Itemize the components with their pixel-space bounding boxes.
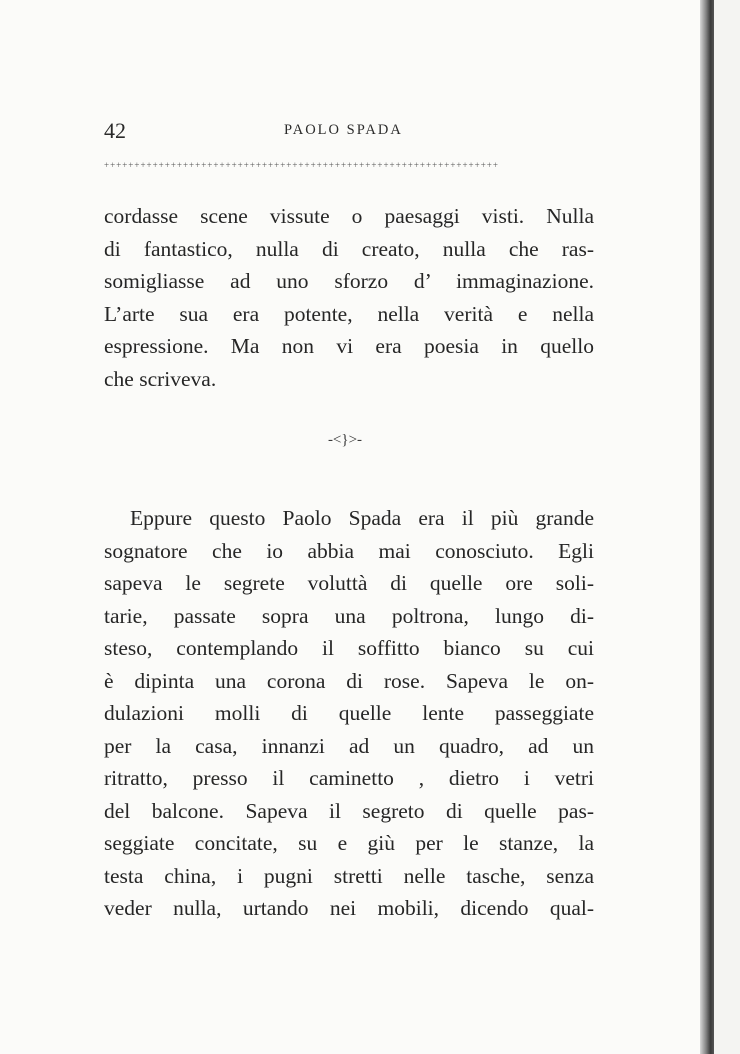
running-title: PAOLO SPADA bbox=[284, 122, 403, 138]
paragraph-continued bbox=[104, 200, 594, 395]
text-line: di fantastico, nulla di creato, nulla che ras- bbox=[104, 236, 594, 261]
running-header bbox=[104, 118, 594, 148]
text-line: sognatore che io abbia mai conosciuto. Egli bbox=[104, 538, 594, 563]
text-line: somigliasse ad uno sforzo d’ immaginazione. bbox=[104, 269, 594, 293]
text-line: è dipinta una corona di rose. Sapeva le on- bbox=[104, 668, 594, 693]
text-line: cordasse scene vissute o paesaggi visti. Nulla bbox=[104, 204, 594, 228]
book-binding-edge bbox=[700, 0, 714, 1054]
text-line: espressione. Ma non vi era poesia in quello bbox=[104, 334, 594, 358]
text-line: per la casa, innanzi ad un quadro, ad un bbox=[104, 733, 594, 758]
text-line: che scriveva. bbox=[104, 366, 217, 391]
page-number: 42 bbox=[104, 118, 126, 143]
text-line: veder nulla, urtando nei mobili, dicendo qual- bbox=[104, 896, 594, 920]
text-line: del balcone. Sapeva il segreto di quelle pas- bbox=[104, 798, 594, 823]
text-line: tarie, passate sopra una poltrona, lungo di- bbox=[104, 603, 594, 628]
page-margin-outer bbox=[714, 0, 740, 1054]
paragraph bbox=[104, 502, 594, 925]
text-line: steso, contemplando il soffitto bianco su cui bbox=[104, 636, 594, 660]
text-line: dulazioni molli di quelle lente passeggiate bbox=[104, 701, 594, 725]
text-line: L’arte sua era potente, nella verità e nella bbox=[104, 301, 594, 326]
text-line: ritratto, presso il caminetto , dietro i vetri bbox=[104, 766, 594, 790]
text-line: testa china, i pugni stretti nelle tasche, senza bbox=[104, 863, 594, 888]
text-line: seggiate concitate, su e giù per le stanze, la bbox=[104, 831, 594, 855]
ornamental-rule: +++++++++++++++++++++++++++++++++++++++++++++++++++++++++++++++++ bbox=[104, 160, 499, 170]
text-line: sapeva le segrete voluttà di quelle ore soli- bbox=[104, 571, 594, 595]
section-divider-ornament: -<}>- bbox=[327, 432, 363, 448]
text-line: Eppure questo Paolo Spada era il più grande bbox=[130, 506, 594, 530]
